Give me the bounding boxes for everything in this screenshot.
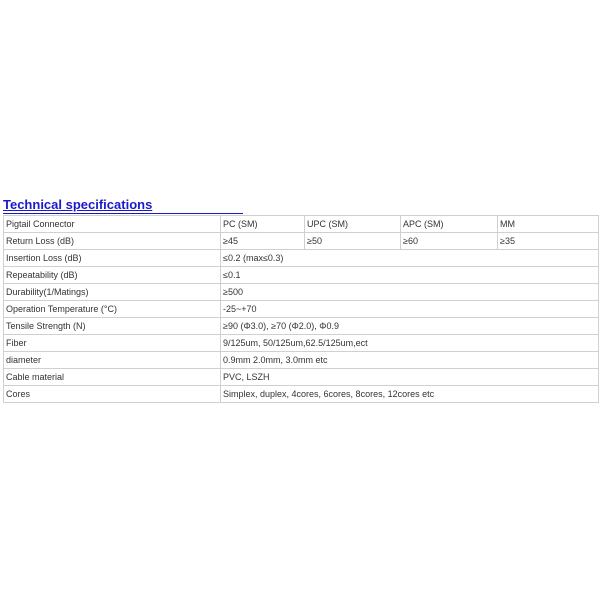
- value-cell: ≤0.1: [221, 267, 599, 284]
- value-cell: 9/125um, 50/125um,62.5/125um,ect: [221, 335, 599, 352]
- value-cell: ≥35: [498, 233, 599, 250]
- table-row-fiber: [4, 335, 599, 352]
- technical-specifications-section: [3, 196, 598, 403]
- table-row-operation-temperature: [4, 301, 599, 318]
- row-label: Tensile Strength (N): [4, 318, 221, 335]
- row-label: Insertion Loss (dB): [4, 250, 221, 267]
- value-cell: Simplex, duplex, 4cores, 6cores, 8cores, 12cores etc: [221, 386, 599, 403]
- connector-type-cell: MM: [498, 216, 599, 233]
- value-cell: PVC, LSZH: [221, 369, 599, 386]
- connector-type-cell: APC (SM): [401, 216, 498, 233]
- value-cell: ≥45: [221, 233, 305, 250]
- section-title: Technical specifications: [3, 197, 153, 212]
- section-title-link[interactable]: [3, 196, 243, 214]
- row-label: Operation Temperature (°C): [4, 301, 221, 318]
- value-cell: ≥60: [401, 233, 498, 250]
- table-row-pigtail-connector: [4, 216, 599, 233]
- value-cell: 0.9mm 2.0mm, 3.0mm etc: [221, 352, 599, 369]
- table-row-insertion-loss: [4, 250, 599, 267]
- row-label: Cable material: [4, 369, 221, 386]
- table-row-cores: [4, 386, 599, 403]
- table-row-repeatability: [4, 267, 599, 284]
- specifications-table: [3, 215, 599, 403]
- row-label: Pigtail Connector: [4, 216, 221, 233]
- value-cell: ≥500: [221, 284, 599, 301]
- table-row-tensile-strength: [4, 318, 599, 335]
- value-cell: ≤0.2 (max≤0.3): [221, 250, 599, 267]
- connector-type-cell: UPC (SM): [305, 216, 401, 233]
- row-label: Fiber: [4, 335, 221, 352]
- row-label: Durability(1/Matings): [4, 284, 221, 301]
- value-cell: ≥90 (Φ3.0), ≥70 (Φ2.0), Φ0.9: [221, 318, 599, 335]
- value-cell: -25~+70: [221, 301, 599, 318]
- row-label: Return Loss (dB): [4, 233, 221, 250]
- value-cell: ≥50: [305, 233, 401, 250]
- table-row-return-loss: [4, 233, 599, 250]
- table-row-durability: [4, 284, 599, 301]
- table-row-diameter: [4, 352, 599, 369]
- row-label: Repeatability (dB): [4, 267, 221, 284]
- connector-type-cell: PC (SM): [221, 216, 305, 233]
- table-row-cable-material: [4, 369, 599, 386]
- row-label: diameter: [4, 352, 221, 369]
- row-label: Cores: [4, 386, 221, 403]
